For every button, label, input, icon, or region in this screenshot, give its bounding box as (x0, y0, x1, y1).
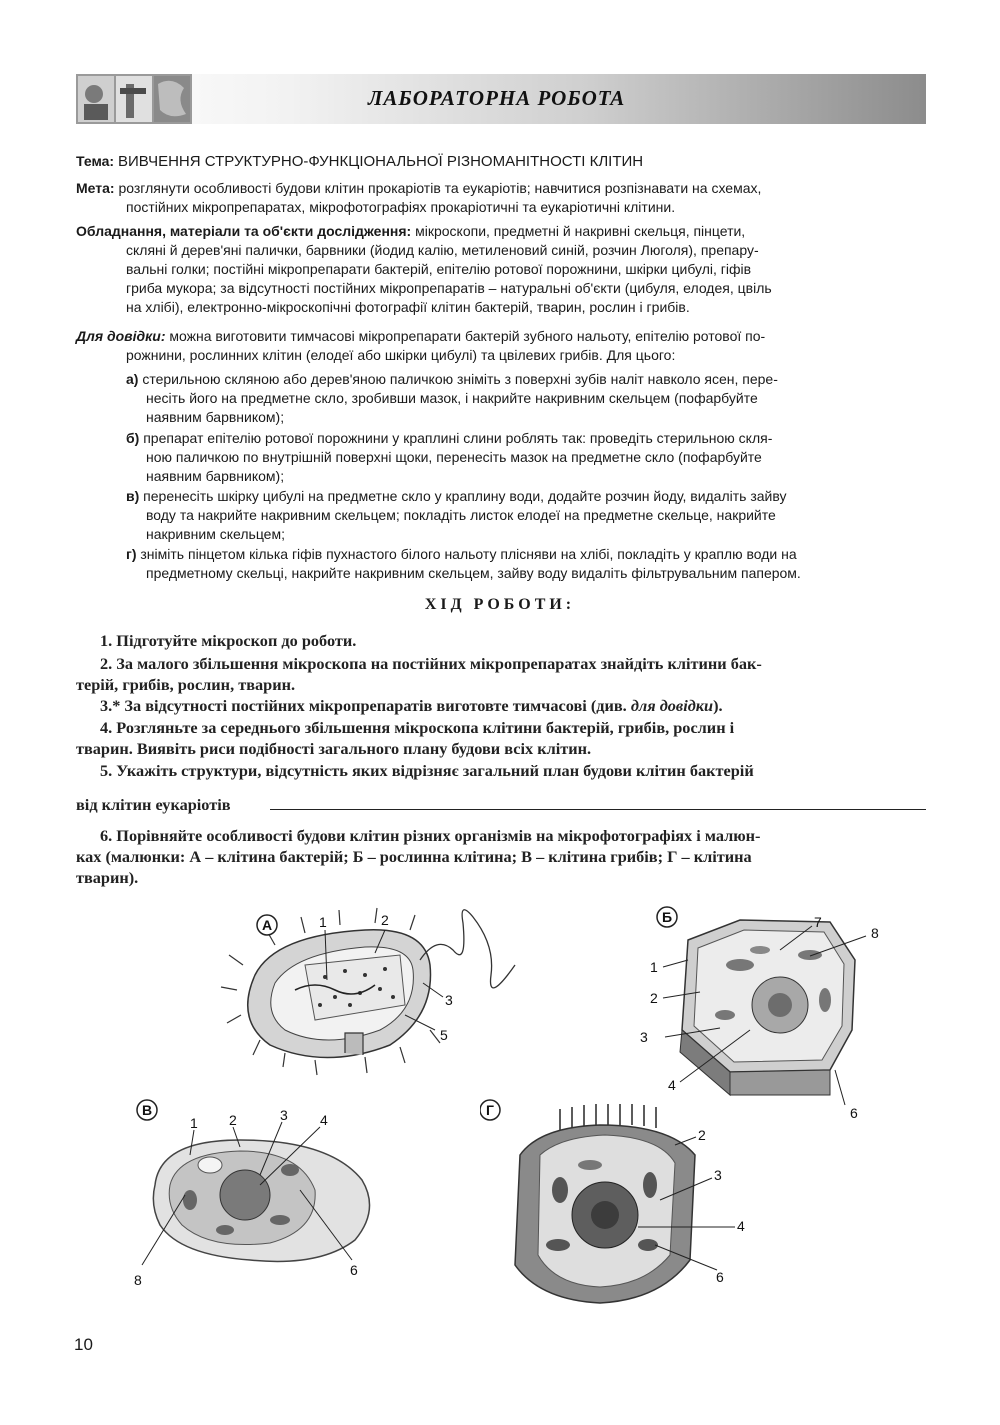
reference-label: Для довідки (76, 328, 161, 344)
step-4-line-2: тварин. Виявіть риси подібності загального плану будови всіх клітин. (76, 739, 592, 758)
reference-item-v (126, 487, 926, 544)
figure-v-letter: В (141, 1102, 153, 1118)
figure-b-label: 1 (650, 959, 658, 975)
step-1: 1. Підготуйте мікроскоп до роботи. (100, 631, 357, 650)
step-3-text: 3.* За відсутності постійних мікропрепаратів виготовте тимчасові (див. (100, 696, 631, 715)
step-6-line-3: тварин). (76, 868, 139, 887)
answer-line[interactable] (270, 808, 926, 810)
step-2 (76, 653, 926, 695)
item-line: зніміть пінцетом кілька гіфів пухнастого білого нальоту плісняви на хлібі, покладіть у краплю води на (140, 546, 797, 562)
figure-b-label: 2 (650, 990, 658, 1006)
equipment-line-4: гриба мукора; за відсутності постійних мікропрепаратів – натуральні об'єкти (цибуля, елодея, цвіль (126, 280, 772, 296)
topic-label: Тема (76, 153, 110, 169)
figure-g-label: 6 (716, 1269, 724, 1285)
item-line: стерильною скляною або дерев'яною паличкою зніміть з поверхні зубів наліт навколо ясен, пере- (142, 371, 778, 387)
item-line: препарат епітелію ротової порожнини у краплині слини роблять так: проведіть стерильною скля- (143, 430, 773, 446)
equipment-paragraph: Обладнання, матеріали та об'єкти дослідження: мікроскопи, предметні й накривні скельця, пінцети, скляні й дерев'яні палички, барвники (йодид калію, метиленовий синій, розчин Люголя), препару- вальні голки; постійні мікропрепарати бактерій, епітелію ротової порожнини, шкірки цибулі, гіфів гриба мукора; за відсутності постійних мікропрепаратів – натуральні об'єкти (цибуля, елодея, цвіль на хлібі), електронно-мікроскопічні фотографії клітин бактерій, тварин, рослин і грибів. (76, 222, 926, 317)
equipment-line-2: скляні й дерев'яні палички, барвники (йодид калію, метиленовий синій, розчин Люголя), препару- (126, 242, 759, 258)
figure-a-label: 1 (319, 914, 327, 930)
goal-paragraph: Мета: розглянути особливості будови клітин прокаріотів та еукаріотів; навчитися розпізнавати на схемах, постійних мікропрепаратах, мікрофотографіях прокаріотичні та еукаріотичні клітини. (76, 179, 926, 217)
step-2-line-2: терій, грибів, рослин, тварин. (76, 675, 296, 694)
figure-b-letter: Б (661, 909, 673, 925)
topic-text: ВИВЧЕННЯ СТРУКТУРНО-ФУНКЦІОНАЛЬНОЇ РІЗНОМАНІТНОСТІ КЛІТИН (117, 153, 644, 170)
figure-g-label: 2 (698, 1127, 706, 1143)
figure-v-label: 2 (229, 1112, 237, 1128)
figure-v-label: 8 (134, 1272, 142, 1288)
step-6 (76, 825, 926, 888)
item-line: перенесіть шкірку цибулі на предметне скло у краплину води, додайте розчин йоду, видаліть зайву (143, 488, 787, 504)
step-5-continuation: від клітин еукаріотів (76, 795, 231, 814)
equipment-line-5: на хлібі), електронно-мікроскопічні фотографії клітин бактерій, тварин, рослин і грибів. (126, 299, 690, 315)
figure-v-label: 4 (320, 1112, 328, 1128)
goal-line-1: розглянути особливості будови клітин прокаріотів та еукаріотів; навчитися розпізнавати на схемах, (118, 180, 762, 196)
reference-line-1: можна виготовити тимчасові мікропрепарати бактерій зубного нальоту, епітелію ротової по- (169, 328, 766, 344)
reference-item-g (126, 545, 926, 583)
figure-v-label: 1 (190, 1115, 198, 1131)
figure-a-bacterium (215, 905, 535, 1080)
figure-v-fungal-cell (130, 1095, 380, 1290)
figure-a-label: 5 (440, 1027, 448, 1043)
page-title: ЛАБОРАТОРНА РОБОТА (368, 86, 626, 110)
figure-g-label: 4 (737, 1218, 745, 1234)
item-letter: а) (126, 371, 139, 387)
figure-v-label: 3 (280, 1107, 288, 1123)
figure-b-label: 3 (640, 1029, 648, 1045)
page-number: 10 (74, 1335, 93, 1354)
figure-a-label: 3 (445, 992, 453, 1008)
figure-v-label: 6 (350, 1262, 358, 1278)
figure-a-letter: А (261, 917, 273, 933)
topic-paragraph: Тема: ВИВЧЕННЯ СТРУКТУРНО-ФУНКЦІОНАЛЬНОЇ РІЗНОМАНІТНОСТІ КЛІТИН (76, 153, 644, 170)
figure-b-label: 6 (850, 1105, 858, 1121)
item-line: наявним барвником); (146, 468, 285, 484)
reference-line-2: рожнини, рослинних клітин (елодеї або шкірки цибулі) та цвілевих грибів. Для цього: (126, 347, 676, 363)
item-line: несіть його на предметне скло, зробивши мазок, і накрийте накривним скельцем (пофарбуйте (146, 390, 758, 406)
step-2-line-1: 2. За малого збільшення мікроскопа на постійних мікропрепаратах знайдіть клітини бак- (100, 654, 762, 673)
figure-a-label: 2 (381, 912, 389, 928)
item-line: накривним скельцем; (146, 526, 285, 542)
procedure-heading: ХІД РОБОТИ: (424, 596, 576, 613)
reference-item-a (126, 370, 926, 427)
figure-g-label: 3 (714, 1167, 722, 1183)
step-4 (76, 717, 926, 759)
step-6-line-1: 6. Порівняйте особливості будови клітин різних організмів на мікрофотографіях і малюн- (100, 826, 761, 845)
figure-b-label: 8 (871, 925, 879, 941)
item-line: предметному скельці, накрийте накривним скельцем, зайву воду видаліть фільтрувальним папером. (146, 565, 801, 581)
reference-paragraph: Для довідки: можна виготовити тимчасові мікропрепарати бактерій зубного нальоту, епітелію ротової по- рожнини, рослинних клітин (елодеї або шкірки цибулі) та цвілевих грибів. Для цього: (76, 327, 926, 365)
step-5: 5. Укажіть структури, відсутність яких відрізняє загальний план будови клітин бактерій (100, 761, 754, 780)
header-banner (76, 74, 926, 124)
figure-b-label: 7 (814, 914, 822, 930)
step-3-end: ). (713, 696, 723, 715)
goal-line-2: постійних мікропрепаратах, мікрофотографіях прокаріотичні та еукаріотичні клітини. (126, 199, 676, 215)
item-letter: б) (126, 430, 140, 446)
step-3-emphasis: для довідки (630, 696, 714, 715)
figure-b-label: 4 (668, 1077, 676, 1093)
item-letter: в) (126, 488, 140, 504)
equipment-line-1: мікроскопи, предметні й накривні скельця, пінцети, (415, 223, 746, 239)
item-line: наявним барвником); (146, 409, 285, 425)
item-line: ною паличкою по внутрішній поверхні щоки, перенесіть мазок на предметне скло (пофарбуйте (146, 449, 762, 465)
figure-g-letter: Г (486, 1102, 494, 1118)
item-letter: г) (126, 546, 137, 562)
equipment-line-3: вальні голки; постійні мікропрепарати бактерій, епітелію ротової порожнини, шкірки цибулі, гіфів (126, 261, 752, 277)
figure-g-animal-cell (480, 1095, 760, 1310)
step-3 (76, 695, 926, 716)
step-4-line-1: 4. Розгляньте за середнього збільшення мікроскопа клітини бактерій, грибів, рослин і (100, 718, 735, 737)
header-photo-strip (76, 74, 192, 124)
item-line: воду та накрийте накривним скельцем; покладіть листок елодеї на предметне скельце, накрийте (146, 507, 776, 523)
step-6-line-2: ках (малюнки: А – клітина бактерій; Б – рослинна клітина; В – клітина грибів; Г – клітина (76, 847, 752, 866)
goal-label: Мета (76, 180, 110, 196)
equipment-label: Обладнання, матеріали та об'єкти дослідження (76, 223, 407, 239)
reference-item-b (126, 429, 926, 486)
